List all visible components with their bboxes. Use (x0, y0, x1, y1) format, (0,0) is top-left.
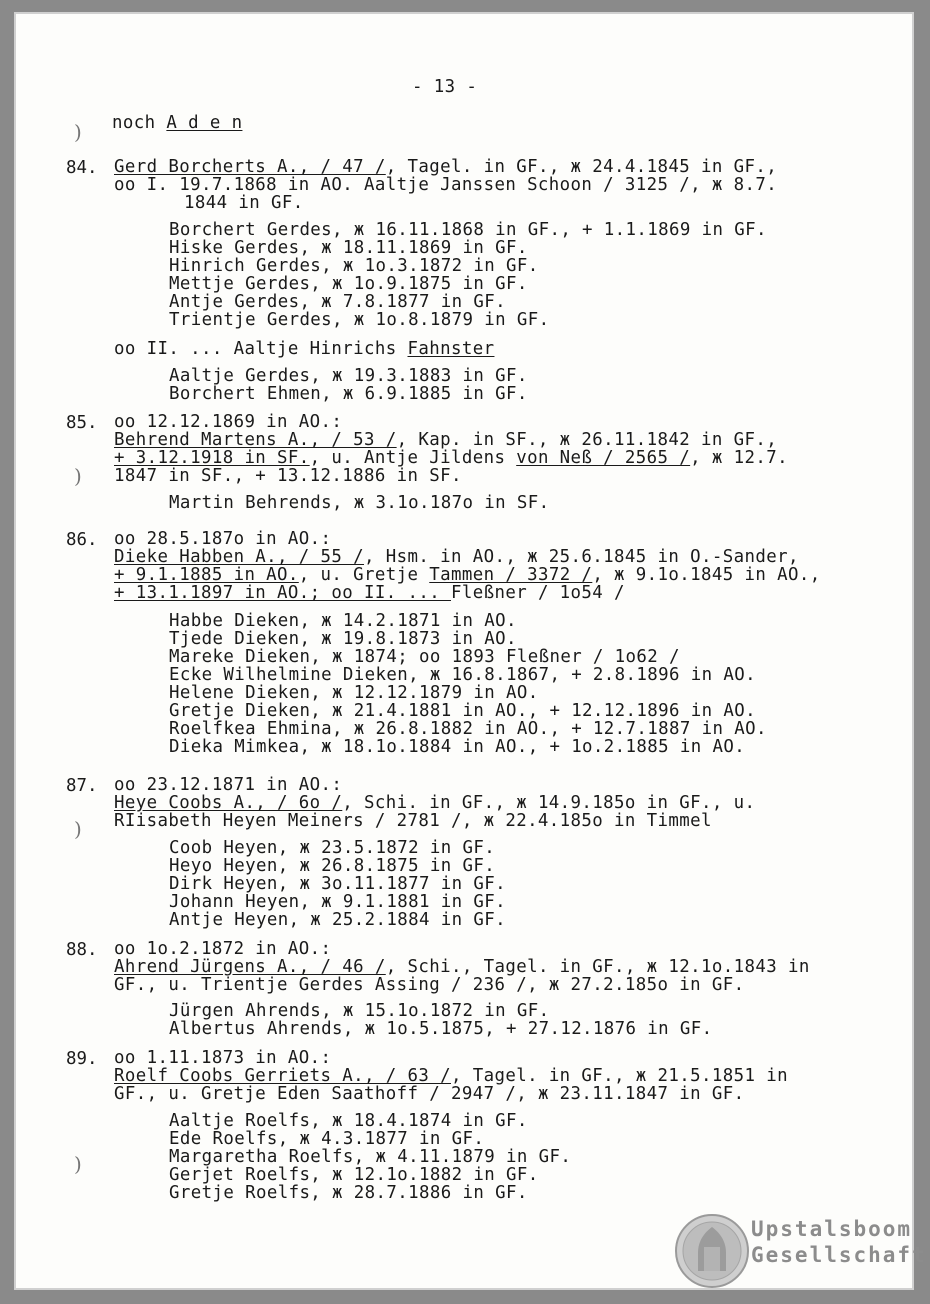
header-prefix: noch (112, 113, 167, 133)
child-record: Ede Roelfs, ж 4.3.1877 in GF. (169, 1129, 485, 1149)
entry-text: , ж 23.11.1847 in GF. (516, 1084, 745, 1104)
margin-bracket: ) (74, 1152, 82, 1176)
child-record: Gretje Dieken, ж 21.4.1881 in AO., + 12.12.1896 in AO. (169, 701, 756, 721)
underlined-name: Fahnster (407, 339, 495, 359)
document-page (14, 12, 927, 1290)
entry-text: , Hsm. in AO., ж 25.6.1845 in O.-Sander, (364, 547, 799, 567)
child-record: Antje Gerdes, ж 7.8.1877 in GF. (169, 292, 506, 312)
entry-line (114, 1067, 788, 1085)
entry-text: , ж 27.2.185o in GF. (527, 975, 745, 995)
child-record: Margaretha Roelfs, ж 4.11.1879 in GF. (169, 1147, 572, 1167)
entry-line (114, 449, 788, 467)
child-record: Roelfkea Ehmina, ж 26.8.1882 in AO., + 12.7.1887 in AO. (169, 719, 767, 739)
entry-line (114, 548, 799, 566)
underlined-name: + 13.1.1897 in AO.; oo II. ... (114, 583, 451, 603)
entry-text: Fleßner / 1o54 / (450, 583, 625, 603)
entry-line (114, 467, 462, 485)
entry-text: , Schi., Tagel. in GF., ж 12.1o.1843 in (385, 957, 810, 977)
entry-text: Schoon / 3125 / (527, 175, 691, 195)
underlined-name: Behrend Martens A., / 53 / (114, 430, 397, 450)
marriage-date: oo 1.11.1873 in AO.: (114, 1048, 332, 1068)
entry-text: oo II. ... Aaltje Hinrichs (114, 339, 408, 359)
header-surname: A d e n (166, 113, 243, 133)
entry-line (114, 584, 625, 602)
entry-text: , Kap. in SF., ж 26.11.1842 in GF., (396, 430, 778, 450)
entry-text: , u. Gretje (298, 565, 430, 585)
entry-line (114, 176, 777, 194)
entry-text: , Tagel. in GF., ж 21.5.1851 in (450, 1066, 788, 1086)
watermark-line-1: Upstalsboom (751, 1217, 913, 1241)
underlined-name: Heye Coobs A., / 6o / (114, 793, 343, 813)
entry-line (114, 1085, 744, 1103)
entry-text: , Schi. in GF., ж 14.9.185o in GF., u. (342, 793, 756, 813)
underlined-name: Gerd Borcherts A., / 47 / (114, 157, 386, 177)
margin-bracket: ) (74, 817, 82, 841)
child-record: Habbe Dieken, ж 14.2.1871 in AO. (169, 611, 517, 631)
marriage-date: oo 28.5.187o in AO.: (114, 529, 332, 549)
child-record: Aaltje Gerdes, ж 19.3.1883 in GF. (169, 366, 528, 386)
society-seal-icon (674, 1213, 750, 1289)
underlined-name: + 9.1.1885 in AO. (114, 565, 299, 585)
child-record: Heyo Heyen, ж 26.8.1875 in GF. (169, 856, 496, 876)
entry-text: Meiners / 2781 / (287, 811, 462, 831)
marriage-date: oo 1o.2.1872 in AO.: (114, 939, 332, 959)
entry-line (114, 794, 755, 812)
entry-text: 1844 in GF. (184, 193, 304, 213)
second-marriage (114, 340, 494, 358)
entry-text: oo I. 19.7.1868 in AO. Aaltje Janssen (114, 175, 528, 195)
child-record: Albertus Ahrends, ж 1o.5.1875, + 27.12.1876 in GF. (169, 1019, 713, 1039)
child-record: Coob Heyen, ж 23.5.1872 in GF. (169, 838, 496, 858)
child-record: Dirk Heyen, ж 3o.11.1877 in GF. (169, 874, 506, 894)
child-record: Gretje Roelfs, ж 28.7.1886 in GF. (169, 1183, 528, 1203)
entry-text: Saathoff / 2947 / (331, 1084, 517, 1104)
child-record: Gerjet Roelfs, ж 12.1o.1882 in GF. (169, 1165, 539, 1185)
underlined-name: Dieke Habben A., / 55 / (114, 547, 365, 567)
entry-text: , ж 8.7. (690, 175, 778, 195)
section-header (112, 114, 242, 132)
entry-line (114, 566, 821, 584)
child-record: Borchert Ehmen, ж 6.9.1885 in GF. (169, 384, 528, 404)
underlined-name: Roelf Coobs Gerriets A., / 63 / (114, 1066, 451, 1086)
child-record: Hiske Gerdes, ж 18.11.1869 in GF. (169, 238, 528, 258)
marriage-date: oo 12.12.1869 in AO.: (114, 412, 343, 432)
entry-line (184, 194, 304, 212)
marriage-date: oo 23.12.1871 in AO.: (114, 775, 343, 795)
child-record: Hinrich Gerdes, ж 1o.3.1872 in GF. (169, 256, 539, 276)
child-record: Antje Heyen, ж 25.2.1884 in GF. (169, 910, 506, 930)
entry-number: 85. (66, 413, 98, 433)
margin-bracket: ) (74, 464, 82, 488)
underlined-name: Tammen / 3372 / (429, 565, 593, 585)
entry-line (114, 812, 712, 830)
underlined-name: Ahrend Jürgens A., / 46 / (114, 957, 386, 977)
entry-line (114, 958, 810, 976)
child-record: Mettje Gerdes, ж 1o.9.1875 in GF. (169, 274, 528, 294)
underlined-name: + 3.12.1918 in SF. (114, 448, 310, 468)
entry-line (114, 976, 744, 994)
entry-text: Assing / 236 / (374, 975, 528, 995)
entry-line (114, 158, 777, 176)
entry-text: GF., u. Gretje Eden (114, 1084, 332, 1104)
entry-number: 86. (66, 530, 98, 550)
margin-bracket: ) (74, 120, 82, 144)
child-record: Ecke Wilhelmine Dieken, ж 16.8.1867, + 2.8.1896 in AO. (169, 665, 756, 685)
entry-text: , Tagel. in GF., ж 24.4.1845 in GF., (385, 157, 778, 177)
entry-text: RIisabeth Heyen (114, 811, 288, 831)
child-record: Johann Heyen, ж 9.1.1881 in GF. (169, 892, 506, 912)
entry-text: , ж 12.7. (690, 448, 788, 468)
child-record: Tjede Dieken, ж 19.8.1873 in AO. (169, 629, 517, 649)
child-record: Jürgen Ahrends, ж 15.1o.1872 in GF. (169, 1001, 550, 1021)
child-record: Martin Behrends, ж 3.1o.187o in SF. (169, 493, 550, 513)
entry-text: 1847 in SF., + 13.12.1886 in SF. (114, 466, 462, 486)
child-record: Mareke Dieken, ж 1874; oo 1893 Fleßner / 1o62 / (169, 647, 680, 667)
entry-line (114, 431, 777, 449)
entry-text: , u. Antje Jildens (309, 448, 517, 468)
page-number: - 13 - (412, 77, 478, 97)
entry-number: 87. (66, 776, 98, 796)
entry-number: 89. (66, 1049, 98, 1069)
entry-text: , ж 9.1o.1845 in AO., (592, 565, 821, 585)
underlined-name: von Neß / 2565 / (516, 448, 691, 468)
entry-text: , ж 22.4.185o in Timmel (461, 811, 712, 831)
child-record: Aaltje Roelfs, ж 18.4.1874 in GF. (169, 1111, 528, 1131)
child-record: Helene Dieken, ж 12.12.1879 in AO. (169, 683, 539, 703)
entry-number: 84. (66, 158, 98, 178)
child-record: Trientje Gerdes, ж 1o.8.1879 in GF. (169, 310, 550, 330)
watermark-line-2: Gesellschaft (751, 1243, 927, 1267)
child-record: Dieka Mimkea, ж 18.1o.1884 in AO., + 1o.2.1885 in AO. (169, 737, 746, 757)
entry-number: 88. (66, 940, 98, 960)
child-record: Borchert Gerdes, ж 16.11.1868 in GF., + 1.1.1869 in GF. (169, 220, 767, 240)
entry-text: GF., u. Trientje Gerdes (114, 975, 375, 995)
